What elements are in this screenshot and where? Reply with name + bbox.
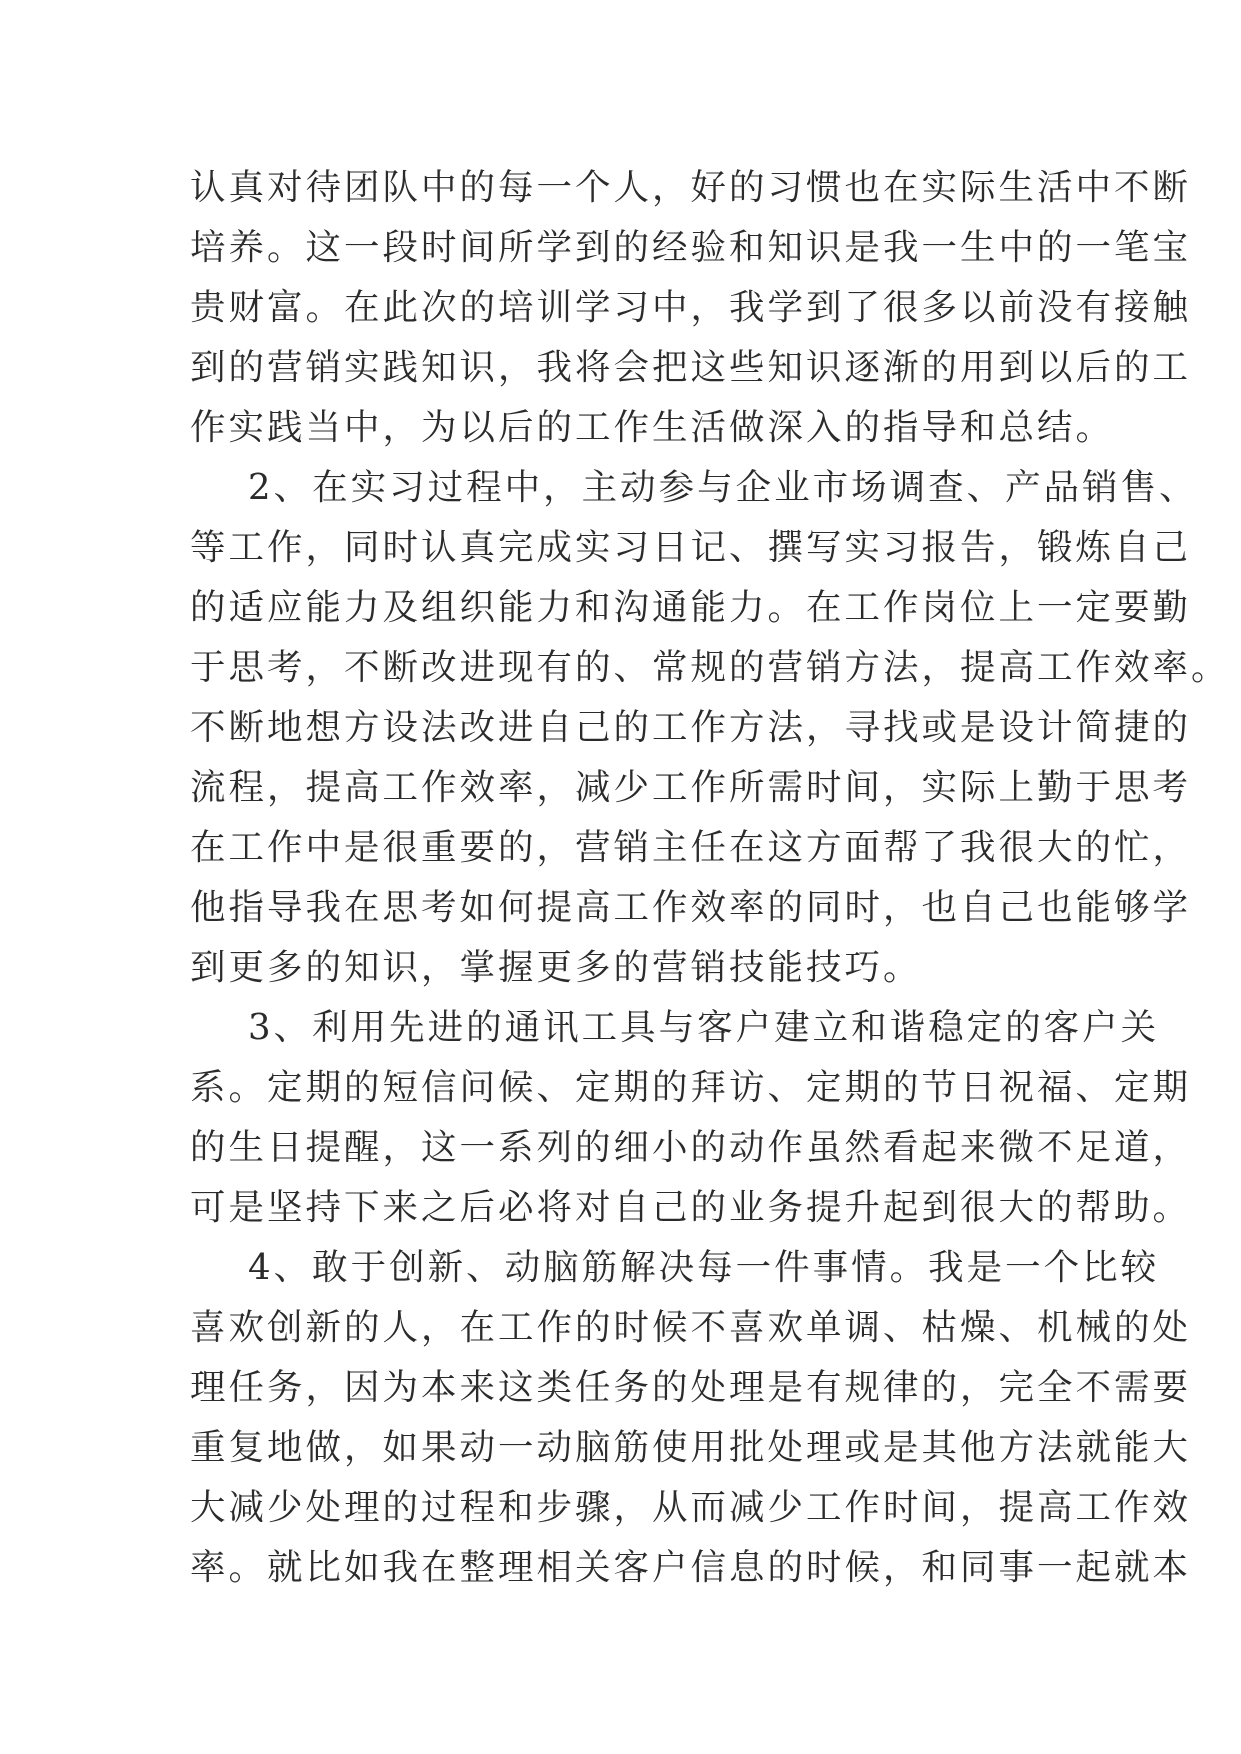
- text-line: 不断地想方设法改进自己的工作方法，寻找或是设计简捷的: [190, 707, 1192, 748]
- text-line: 培养。这一段时间所学到的经验和知识是我一生中的一笔宝: [190, 227, 1192, 268]
- text-line: 等工作，同时认真完成实习日记、撰写实习报告，锻炼自己: [190, 527, 1192, 568]
- text-line: 重复地做，如果动一动脑筋使用批处理或是其他方法就能大: [190, 1427, 1192, 1468]
- body-text: [190, 158, 1230, 1598]
- paragraph-start-line: 2、在实习过程中，主动参与企业市场调查、产品销售、: [248, 467, 1198, 508]
- text-line: 系。定期的短信问候、定期的拜访、定期的节日祝福、定期: [190, 1067, 1192, 1108]
- text-line: 贵财富。在此次的培训学习中，我学到了很多以前没有接触: [190, 287, 1192, 328]
- text-line: 于思考，不断改进现有的、常规的营销方法，提高工作效率。: [190, 647, 1230, 688]
- text-line: 到更多的知识，掌握更多的营销技能技巧。: [190, 947, 922, 988]
- text-line: 大减少处理的过程和步骤，从而减少工作时间，提高工作效: [190, 1487, 1192, 1528]
- text-line: 流程，提高工作效率，减少工作所需时间，实际上勤于思考: [190, 767, 1192, 808]
- text-line: 理任务，因为本来这类任务的处理是有规律的，完全不需要: [190, 1367, 1192, 1408]
- text-line: 的适应能力及组织能力和沟通能力。在工作岗位上一定要勤: [190, 587, 1192, 628]
- text-line: 喜欢创新的人，在工作的时候不喜欢单调、枯燥、机械的处: [190, 1307, 1192, 1348]
- text-line: 可是坚持下来之后必将对自己的业务提升起到很大的帮助。: [190, 1187, 1192, 1228]
- text-line: 作实践当中，为以后的工作生活做深入的指导和总结。: [190, 407, 1115, 448]
- text-line: 认真对待团队中的每一个人，好的习惯也在实际生活中不断: [190, 167, 1192, 208]
- paragraph-start-line: 3、利用先进的通讯工具与客户建立和谐稳定的客户关: [248, 1007, 1160, 1048]
- text-line: 到的营销实践知识，我将会把这些知识逐渐的用到以后的工: [190, 347, 1192, 388]
- text-line: 率。就比如我在整理相关客户信息的时候，和同事一起就本: [190, 1547, 1192, 1588]
- text-line: 他指导我在思考如何提高工作效率的同时，也自己也能够学: [190, 887, 1192, 928]
- paragraph-start-line: 4、敢于创新、动脑筋解决每一件事情。我是一个比较: [248, 1247, 1160, 1288]
- text-line: 在工作中是很重要的，营销主任在这方面帮了我很大的忙，: [190, 827, 1192, 868]
- text-line: 的生日提醒，这一系列的细小的动作虽然看起来微不足道，: [190, 1127, 1192, 1168]
